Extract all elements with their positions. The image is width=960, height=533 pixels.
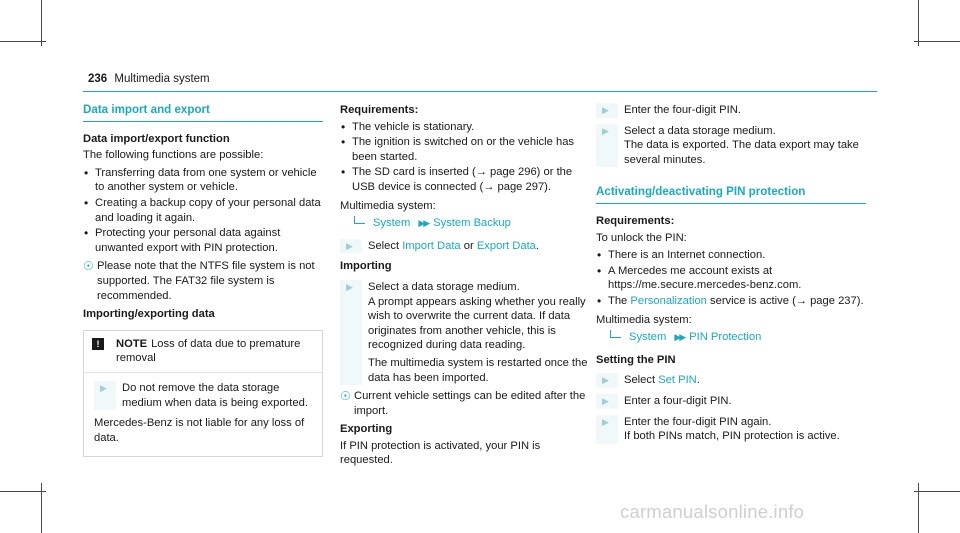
step-arrow-icon: ▶ bbox=[596, 373, 618, 388]
double-chevron-icon: ▶▶ bbox=[674, 332, 685, 343]
crop-mark bbox=[41, 0, 42, 46]
notice-label: NOTE bbox=[116, 337, 148, 350]
subheading: Data import/export function bbox=[83, 132, 230, 145]
requirements-list bbox=[596, 248, 866, 308]
lightbulb-icon: ☉ bbox=[340, 389, 351, 404]
step-text: Select a data storage medium. bbox=[368, 280, 520, 293]
menu-label: Multimedia system: bbox=[340, 199, 436, 212]
step bbox=[596, 373, 866, 388]
unlock-label: To unlock the PIN: bbox=[596, 231, 687, 244]
subheading: Setting the PIN bbox=[596, 353, 676, 366]
list-item: • The vehicle is stationary. bbox=[340, 120, 596, 135]
step-detail: If both PINs match, PIN protection is active. bbox=[624, 430, 840, 443]
step-text: Do not remove the data storage medium when data is being exported. bbox=[122, 381, 308, 409]
column-left bbox=[83, 103, 323, 457]
list-item: • Transferring data from one system or vehicle to another system or vehicle. bbox=[83, 166, 323, 195]
path-item: System bbox=[373, 217, 411, 230]
step-arrow-icon: ▶ bbox=[94, 381, 116, 410]
step-detail: The multimedia system is restarted once the data has been imported. bbox=[368, 356, 588, 384]
requirements-list bbox=[340, 120, 596, 195]
step bbox=[340, 280, 596, 385]
notice-body bbox=[84, 373, 322, 456]
menu-option: Import Data bbox=[402, 239, 461, 252]
header-rule bbox=[83, 91, 877, 92]
section-name: Multimedia system bbox=[114, 73, 210, 85]
crop-mark bbox=[0, 491, 46, 492]
step-arrow-icon: ▶ bbox=[340, 280, 362, 385]
step bbox=[596, 394, 866, 409]
double-chevron-icon: ▶▶ bbox=[418, 218, 429, 229]
watermark: carmanualsonline.info bbox=[620, 501, 805, 522]
lightbulb-icon: ☉ bbox=[83, 259, 94, 274]
notice-footer: Mercedes-Benz is not liable for any loss of data. bbox=[94, 417, 305, 444]
subheading: Exporting bbox=[340, 423, 393, 436]
step bbox=[596, 124, 866, 168]
warning-icon: ! bbox=[92, 338, 104, 350]
requirements-heading: Requirements: bbox=[596, 214, 675, 227]
list-item: • Protecting your personal data against unwanted export with PIN protection. bbox=[83, 226, 323, 255]
column-right bbox=[596, 103, 866, 448]
crop-mark bbox=[914, 41, 960, 42]
step-arrow-icon: ▶ bbox=[596, 103, 618, 118]
step-text: Enter the four-digit PIN. bbox=[624, 104, 741, 116]
step-detail: A prompt appears asking whether you really wish to overwrite the current data. If data originates from another vehicle, this is recognized during data reading. bbox=[368, 295, 586, 352]
crop-mark bbox=[918, 0, 919, 46]
step-text: Enter the four-digit PIN again. bbox=[624, 415, 772, 428]
menu-option: Set PIN bbox=[658, 374, 697, 387]
crop-mark bbox=[0, 41, 46, 42]
page-number: 236 bbox=[88, 73, 108, 85]
path-item: PIN Protection bbox=[689, 331, 762, 344]
menu-label: Multimedia system: bbox=[596, 313, 692, 326]
notice-text: Loss of data due to premature removal bbox=[116, 337, 301, 365]
section-title: Data import and export bbox=[83, 103, 323, 122]
path-item: System bbox=[629, 331, 667, 344]
info-note bbox=[83, 259, 323, 303]
column-middle bbox=[340, 103, 596, 471]
section-title: Activating/deactivating PIN protection bbox=[596, 185, 866, 204]
info-note-text: Current vehicle settings can be edited after the import. bbox=[354, 390, 586, 417]
menu-option: Export Data bbox=[476, 239, 536, 252]
crop-mark bbox=[914, 491, 960, 492]
step-text: Select Set PIN. bbox=[624, 374, 700, 387]
step-arrow-icon: ▶ bbox=[596, 124, 618, 168]
info-note-text: Please note that the NTFS file system is not supported. The FAT32 file system is recommended. bbox=[97, 260, 315, 302]
subheading: Importing bbox=[340, 260, 392, 273]
subheading: Importing/exporting data bbox=[83, 308, 215, 321]
path-arrow-icon bbox=[610, 330, 621, 338]
list-item: • The Personalization service is active (→ page 237). bbox=[596, 294, 866, 309]
notice-box bbox=[83, 330, 323, 458]
path-arrow-icon bbox=[354, 216, 365, 224]
step-text: Enter a four-digit PIN. bbox=[624, 394, 732, 407]
step bbox=[596, 415, 866, 444]
step-arrow-icon: ▶ bbox=[596, 394, 618, 409]
menu-path bbox=[340, 216, 596, 231]
requirements-heading: Requirements: bbox=[340, 104, 419, 116]
step bbox=[596, 103, 866, 118]
step bbox=[94, 381, 312, 410]
function-list bbox=[83, 166, 323, 256]
exporting-text: If PIN protection is activated, your PIN is requested. bbox=[340, 439, 541, 467]
path-item: System Backup bbox=[433, 217, 511, 230]
step-detail: The data is exported. The data export may take several minutes. bbox=[624, 139, 859, 166]
step-text: Select Import Data or Export Data. bbox=[368, 239, 540, 252]
step-arrow-icon: ▶ bbox=[340, 239, 362, 254]
service-name: Personalization bbox=[630, 294, 707, 307]
list-item: • A Mercedes me account exists at https://me.secure.mercedes-benz.com. bbox=[596, 264, 866, 293]
step-arrow-icon: ▶ bbox=[596, 415, 618, 444]
list-item: • Creating a backup copy of your personal data and loading it again. bbox=[83, 196, 323, 225]
list-item: • There is an Internet connection. bbox=[596, 248, 866, 263]
list-item: • The SD card is inserted (→ page 296) or the USB device is connected (→ page 297). bbox=[340, 165, 596, 194]
list-item: • The ignition is switched on or the vehicle has been started. bbox=[340, 135, 596, 164]
info-note bbox=[340, 389, 596, 418]
intro-text: The following functions are possible: bbox=[83, 149, 264, 162]
step bbox=[340, 239, 596, 254]
notice-header bbox=[84, 331, 322, 373]
page-header bbox=[88, 72, 210, 87]
menu-path bbox=[596, 330, 866, 345]
step-text: Select a data storage medium. bbox=[624, 124, 776, 137]
